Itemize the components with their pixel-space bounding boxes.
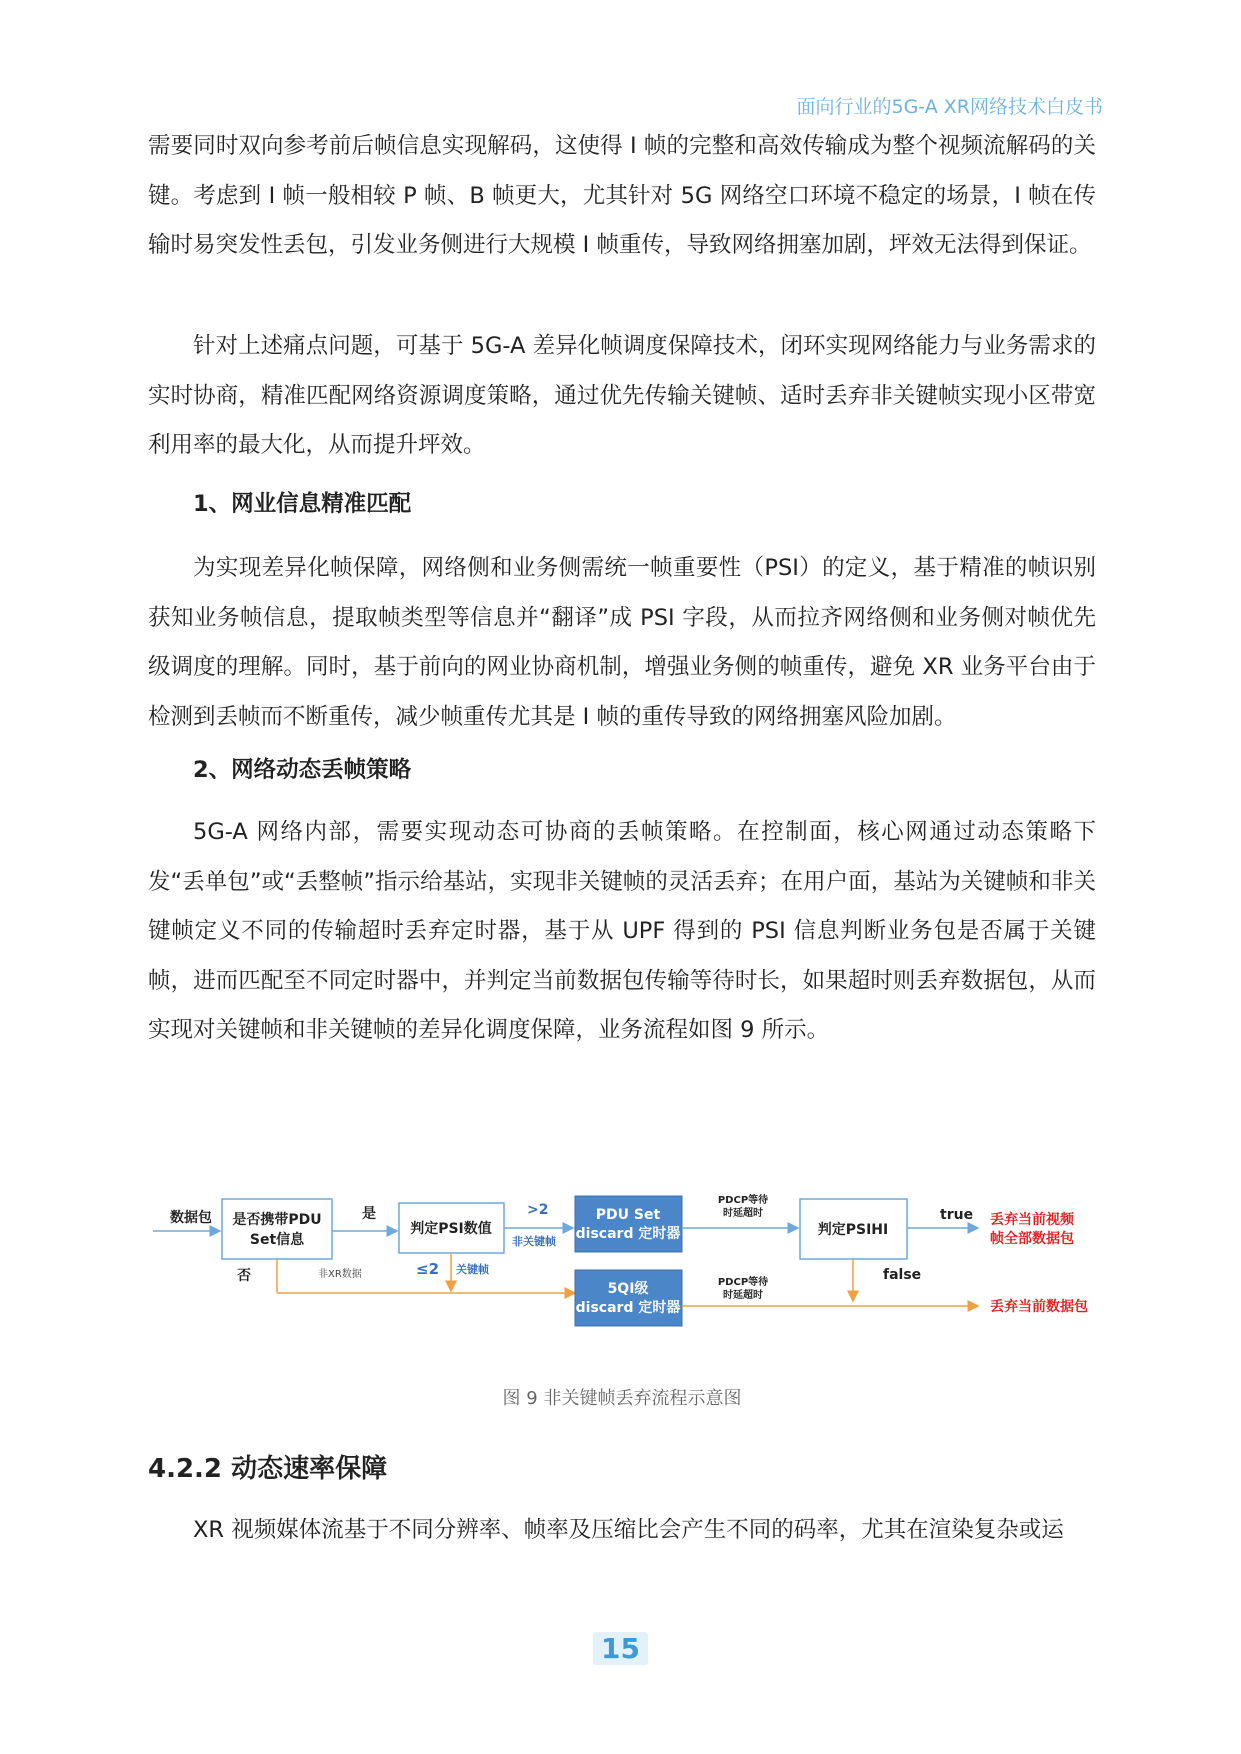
result-bottom: 丢弃当前数据包 [990,1299,1088,1315]
paragraph-4: 5G-A 网络内部，需要实现动态可协商的丢帧策略。在控制面，核心网通过动态策略下发“丢单包”或“丢整帧”指示给基站，实现非关键帧的灵活丢弃；在用户面，基站为关键帧和非关键帧定义不同的传输超时丢弃定时器，基于从 UPF 得到的 PSI 信息判断业务包是否属于关键帧，进而匹配至不同定时器中，并判定当前数据包传输等待时长，如果超时则丢弃数据包，从而实现对关键帧和非关键帧的差异化调度保障，业务流程如图 9 所示。 [148,819,1096,1043]
box-pdu-check-line1: 是否携带PDU [232,1212,322,1228]
non-xr-label: 非XR数据 [318,1269,362,1280]
box-pdu-discard [575,1196,682,1252]
pdcp-bottom-line1: PDCP等待 [717,1277,769,1288]
pdcp-top-line1: PDCP等待 [717,1195,769,1206]
result-top-line2: 帧全部数据包 [990,1231,1074,1247]
figure-caption: 图 9 非关键帧丢弃流程示意图 [502,1388,742,1409]
box-5qi-line2: discard 定时器 [575,1300,681,1316]
box-psihi-label: 判定PSIHI [817,1222,889,1238]
paragraph-5: XR 视频媒体流基于不同分辨率、帧率及压缩比会产生不同的码率，尤其在渲染复杂或运 [193,1517,1064,1543]
pdcp-top-line2: 时延超时 [723,1208,763,1219]
subheading-2: 2、网络动态丢帧策略 [193,757,412,783]
paragraph-2: 针对上述痛点问题，可基于 5G-A 差异化帧调度保障技术，闭环实现网络能力与业务需求的实时协商，精准匹配网络资源调度策略，通过优先传输关键帧、适时丢弃非关键帧实现小区带宽利用率的最大化，从而提升坪效。 [148,333,1096,458]
page-number-text: 15 [593,1632,648,1665]
box-5qi [575,1270,682,1326]
box-pdu-check-line2: Set信息 [249,1232,305,1248]
box-psi-label: 判定PSI数值 [410,1221,492,1237]
result-top-line1: 丢弃当前视频 [990,1212,1074,1228]
paragraph-1: 需要同时双向参考前后帧信息实现解码，这使得 I 帧的完整和高效传输成为整个视频流解码的关键。考虑到 I 帧一般相较 P 帧、B 帧更大，尤其针对 5G 网络空口环境不稳定的场景，I 帧在传输时易突发性丢包，引发业务侧进行大规模 I 帧重传，导致网络拥塞加剧，坪效无法得到保证。 [148,133,1096,258]
box-pdu-discard-line2: discard 定时器 [575,1226,681,1242]
no-label: 否 [237,1268,251,1284]
le2-label: ≤2 [416,1260,440,1278]
pdcp-bottom-line2: 时延超时 [723,1290,763,1301]
box-pdu-check [222,1199,332,1259]
subheading-1: 1、网业信息精准匹配 [193,491,412,517]
yes-label: 是 [362,1206,376,1222]
true-label: true [940,1207,974,1223]
page-number [0,1632,1241,1665]
page-header-title: 面向行业的5G-A XR网络技术白皮书 [796,96,1103,118]
non-key-label: 非关键帧 [512,1235,556,1248]
section-heading: 4.2.2 动态速率保障 [148,1454,388,1484]
gt2-label: >2 [527,1202,549,1218]
false-label: false [883,1267,922,1283]
box-5qi-line1: 5QI级 [607,1281,649,1297]
input-label: 数据包 [170,1210,212,1226]
paragraph-3: 为实现差异化帧保障，网络侧和业务侧需统一帧重要性（PSI）的定义，基于精准的帧识别获知业务帧信息，提取帧类型等信息并“翻译”成 PSI 字段，从而拉齐网络侧和业务侧对帧优先级调度的理解。同时，基于前向的网业协商机制，增强业务侧的帧重传，避免 XR 业务平台由于检测到丢帧而不断重传，减少帧重传尤其是 I 帧的重传导致的网络拥塞风险加剧。 [148,555,1096,730]
box-pdu-discard-line1: PDU Set [595,1207,661,1223]
key-label: 关键帧 [456,1263,489,1276]
